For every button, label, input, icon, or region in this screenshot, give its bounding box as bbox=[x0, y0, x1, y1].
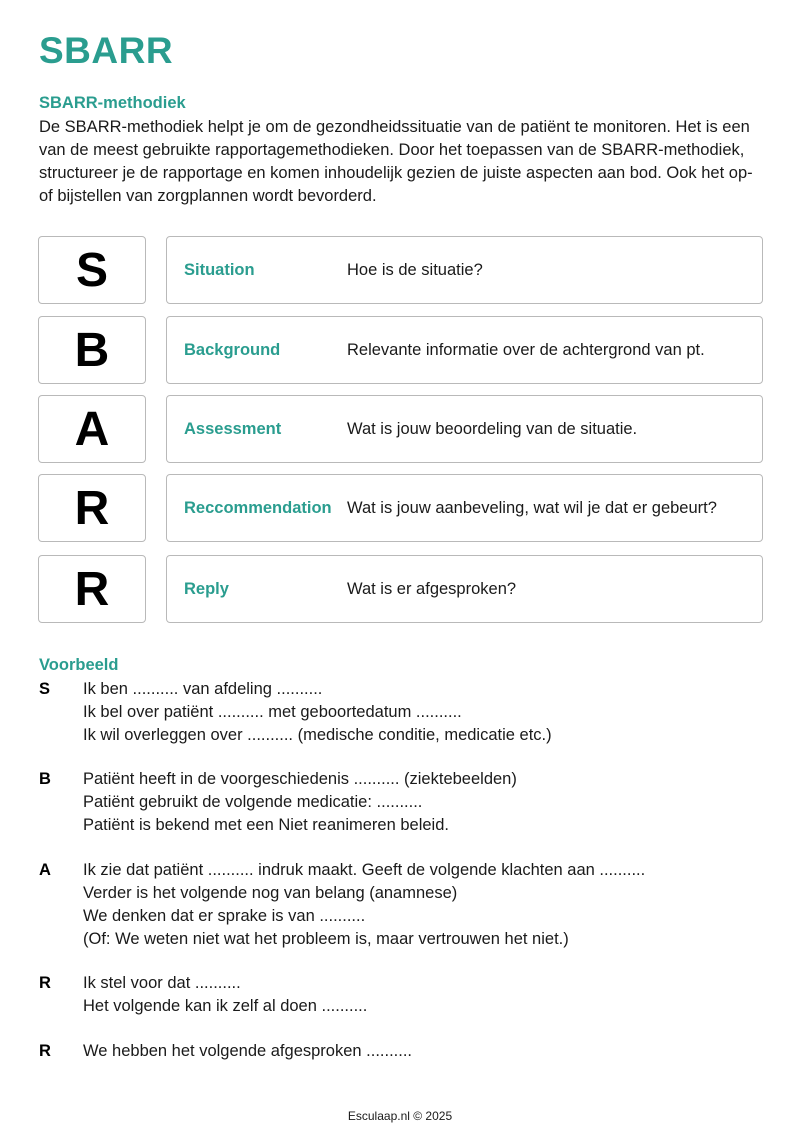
sbarr-description bbox=[166, 316, 763, 384]
example-heading: Voorbeeld bbox=[39, 656, 119, 674]
sbarr-letter: A bbox=[38, 395, 146, 463]
intro-heading: SBARR-methodiek bbox=[39, 94, 186, 112]
sbarr-description bbox=[166, 395, 763, 463]
example-line: (Of: We weten niet wat het probleem is, maar vertrouwen het niet.) bbox=[83, 930, 569, 948]
example-line: Ik ben .......... van afdeling .......... bbox=[83, 680, 323, 698]
sbarr-letter: R bbox=[38, 474, 146, 542]
sbarr-letter: S bbox=[38, 236, 146, 304]
sbarr-term: Assessment bbox=[184, 420, 282, 438]
example-line: Patiënt heeft in de voorgeschiedenis .......... (ziektebeelden) bbox=[83, 770, 517, 788]
sbarr-question: Hoe is de situatie? bbox=[347, 261, 483, 279]
sbarr-term: Reply bbox=[184, 580, 229, 598]
example-letter: S bbox=[39, 680, 51, 698]
sbarr-letter: B bbox=[38, 316, 146, 384]
sbarr-letter: R bbox=[38, 555, 146, 623]
sbarr-term: Situation bbox=[184, 261, 255, 279]
sbarr-question: Wat is er afgesproken? bbox=[347, 580, 517, 598]
sbarr-question: Wat is jouw beoordeling van de situatie. bbox=[347, 420, 638, 438]
sbarr-question: Wat is jouw aanbeveling, wat wil je dat er gebeurt? bbox=[347, 499, 717, 517]
sbarr-description bbox=[166, 555, 763, 623]
sbarr-description bbox=[166, 236, 763, 304]
sbarr-term: Background bbox=[184, 341, 281, 359]
example-letter: R bbox=[39, 974, 51, 992]
sbarr-row-recommendation bbox=[38, 474, 763, 542]
footer-copyright: Esculaap.nl © 2025 bbox=[347, 1109, 453, 1123]
example-line: We denken dat er sprake is van .......... bbox=[83, 907, 366, 925]
example-line: Patiënt is bekend met een Niet reanimeren beleid. bbox=[83, 816, 449, 834]
example-letter: R bbox=[39, 1042, 51, 1060]
example-line: Verder is het volgende nog van belang (anamnese) bbox=[83, 884, 458, 902]
example-line: Ik bel over patiënt .......... met geboortedatum .......... bbox=[83, 703, 462, 721]
example-line: Ik stel voor dat .......... bbox=[83, 974, 241, 992]
example-line: We hebben het volgende afgesproken .......... bbox=[83, 1042, 413, 1060]
sbarr-row-situation bbox=[38, 236, 763, 304]
example-line: Ik zie dat patiënt .......... indruk maakt. Geeft de volgende klachten aan .......... bbox=[83, 861, 646, 879]
example-line: Patiënt gebruikt de volgende medicatie: .......... bbox=[83, 793, 423, 811]
sbarr-row-assessment bbox=[38, 395, 763, 463]
example-line: Het volgende kan ik zelf al doen .......... bbox=[83, 997, 368, 1015]
sbarr-question: Relevante informatie over de achtergrond van pt. bbox=[347, 341, 705, 359]
sbarr-row-reply bbox=[38, 555, 763, 623]
sbarr-description bbox=[166, 474, 763, 542]
example-line: Ik wil overleggen over .......... (medische conditie, medicatie etc.) bbox=[83, 726, 552, 744]
sbarr-term: Reccommendation bbox=[184, 499, 332, 517]
page-title: SBARR bbox=[39, 30, 174, 71]
example-letter: B bbox=[39, 770, 51, 788]
example-letter: A bbox=[39, 861, 51, 879]
intro-text: De SBARR-methodiek helpt je om de gezondheidssituatie van de patiënt te monitoren. Het is een van de meest gebruikte rapportagemethodieken. Door het toepassen van de SBARR-methodiek, structureer je de rapportage en komen inhoudelijk gezien de juiste aspecten aan bod. Ook het op- of bijstellen van zorgplannen wordt bevorderd. bbox=[39, 118, 753, 205]
sbarr-row-background bbox=[38, 316, 763, 384]
